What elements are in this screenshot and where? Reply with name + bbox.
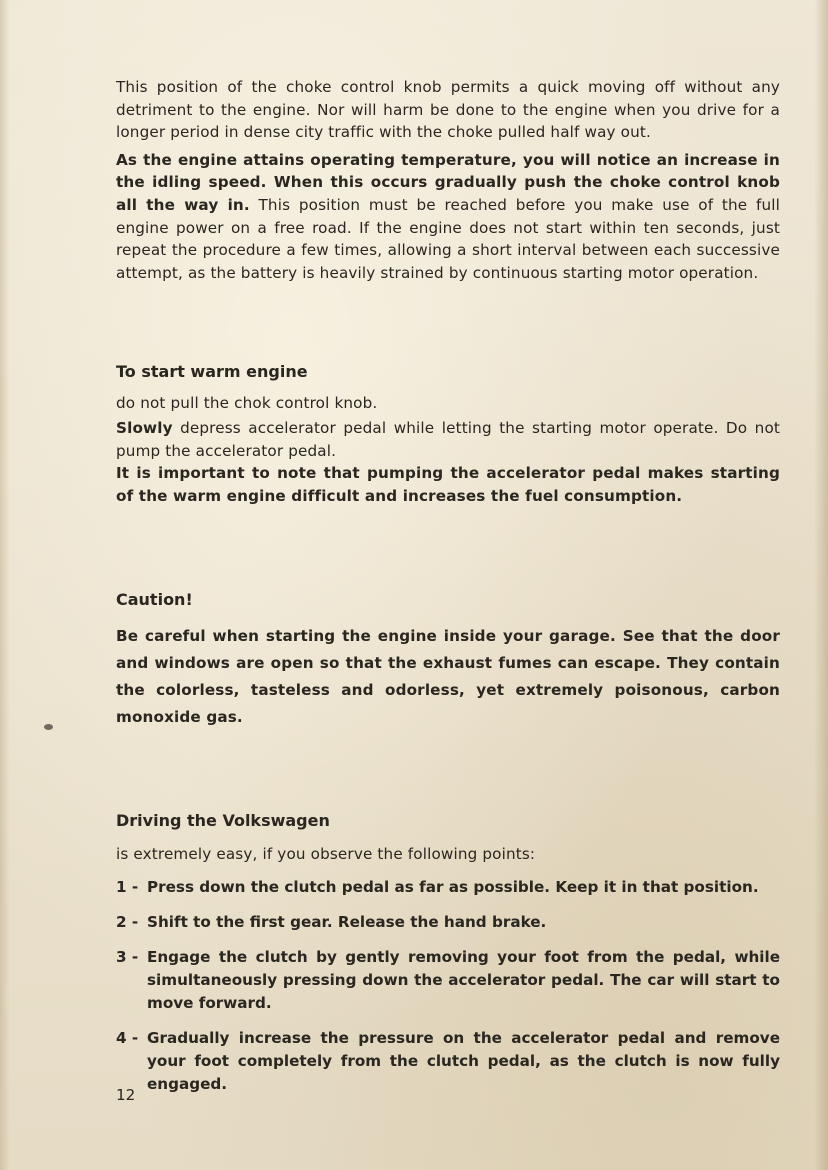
step-text: Shift to the first gear. Release the hand brake. <box>147 912 547 931</box>
step-text: Gradually increase the pressure on the accelerator pedal and remove your foot completely from the clutch pedal, as the clutch is now fully engaged. <box>147 1028 780 1093</box>
step-number: 2 - <box>116 912 139 931</box>
slowly-bold-text: Slowly <box>116 418 173 437</box>
driving-intro: is extremely easy, if you observe the following points: <box>116 845 536 864</box>
list-item <box>116 1027 780 1096</box>
page-shadow-left <box>0 0 10 1170</box>
caution-text: Be careful when starting the engine inside your garage. See that the door and windows are open so that the exhaust fumes can escape. They contain the colorless, tasteless and odorless, yet extremely poisonous, carbon monoxide gas. <box>116 627 780 727</box>
choke-intro-paragraph: This position of the choke control knob permits a quick moving off without any detriment to the engine. Nor will harm be done to the engine when you drive for a longer period in dense city traffic with the choke pulled half way out. <box>116 78 780 142</box>
warmup-normal-text: This position must be reached before you make use of the full engine power on a free road. If the engine does not start within ten seconds, just repeat the procedure a few times, allowing a short interval between each successive attempt, as the battery is heavily strained by continuous starting motor operation. <box>116 195 780 282</box>
step-text: Press down the clutch pedal as far as possible. Keep it in that position. <box>147 877 759 896</box>
warmup-bold-text: As the engine attains operating temperature, you will notice an increase in the idling speed. When this occurs gradually push the choke control knob all the way in. <box>116 150 780 214</box>
step-number: 1 - <box>116 877 139 896</box>
warm-engine-note: It is important to note that pumping the accelerator pedal makes starting of the warm engine difficult and increases the fuel consumption. <box>116 464 780 505</box>
slowly-rest-text: depress accelerator pedal while letting the starting motor operate. Do not pump the accelerator pedal. <box>116 418 780 460</box>
caution-heading: Caution! <box>116 590 193 610</box>
page-number: 12 <box>116 1086 136 1104</box>
driving-steps-list <box>116 876 780 1096</box>
ink-smudge <box>44 724 53 730</box>
warm-engine-line: do not pull the chok control knob. <box>116 394 378 413</box>
list-item <box>116 911 780 934</box>
driving-heading: Driving the Volkswagen <box>116 811 330 831</box>
list-item <box>116 946 780 1015</box>
step-text: Engage the clutch by gently removing your foot from the pedal, while simultaneously pressing down the accelerator pedal. The car will start to move forward. <box>147 947 780 1012</box>
slowly-paragraph <box>116 417 780 462</box>
warmup-paragraph <box>116 149 780 285</box>
list-item <box>116 876 780 899</box>
warm-engine-heading: To start warm engine <box>116 362 308 382</box>
manual-page <box>116 76 780 1108</box>
step-number: 4 - <box>116 1028 139 1047</box>
step-number: 3 - <box>116 947 139 966</box>
page-shadow-right <box>814 0 828 1170</box>
